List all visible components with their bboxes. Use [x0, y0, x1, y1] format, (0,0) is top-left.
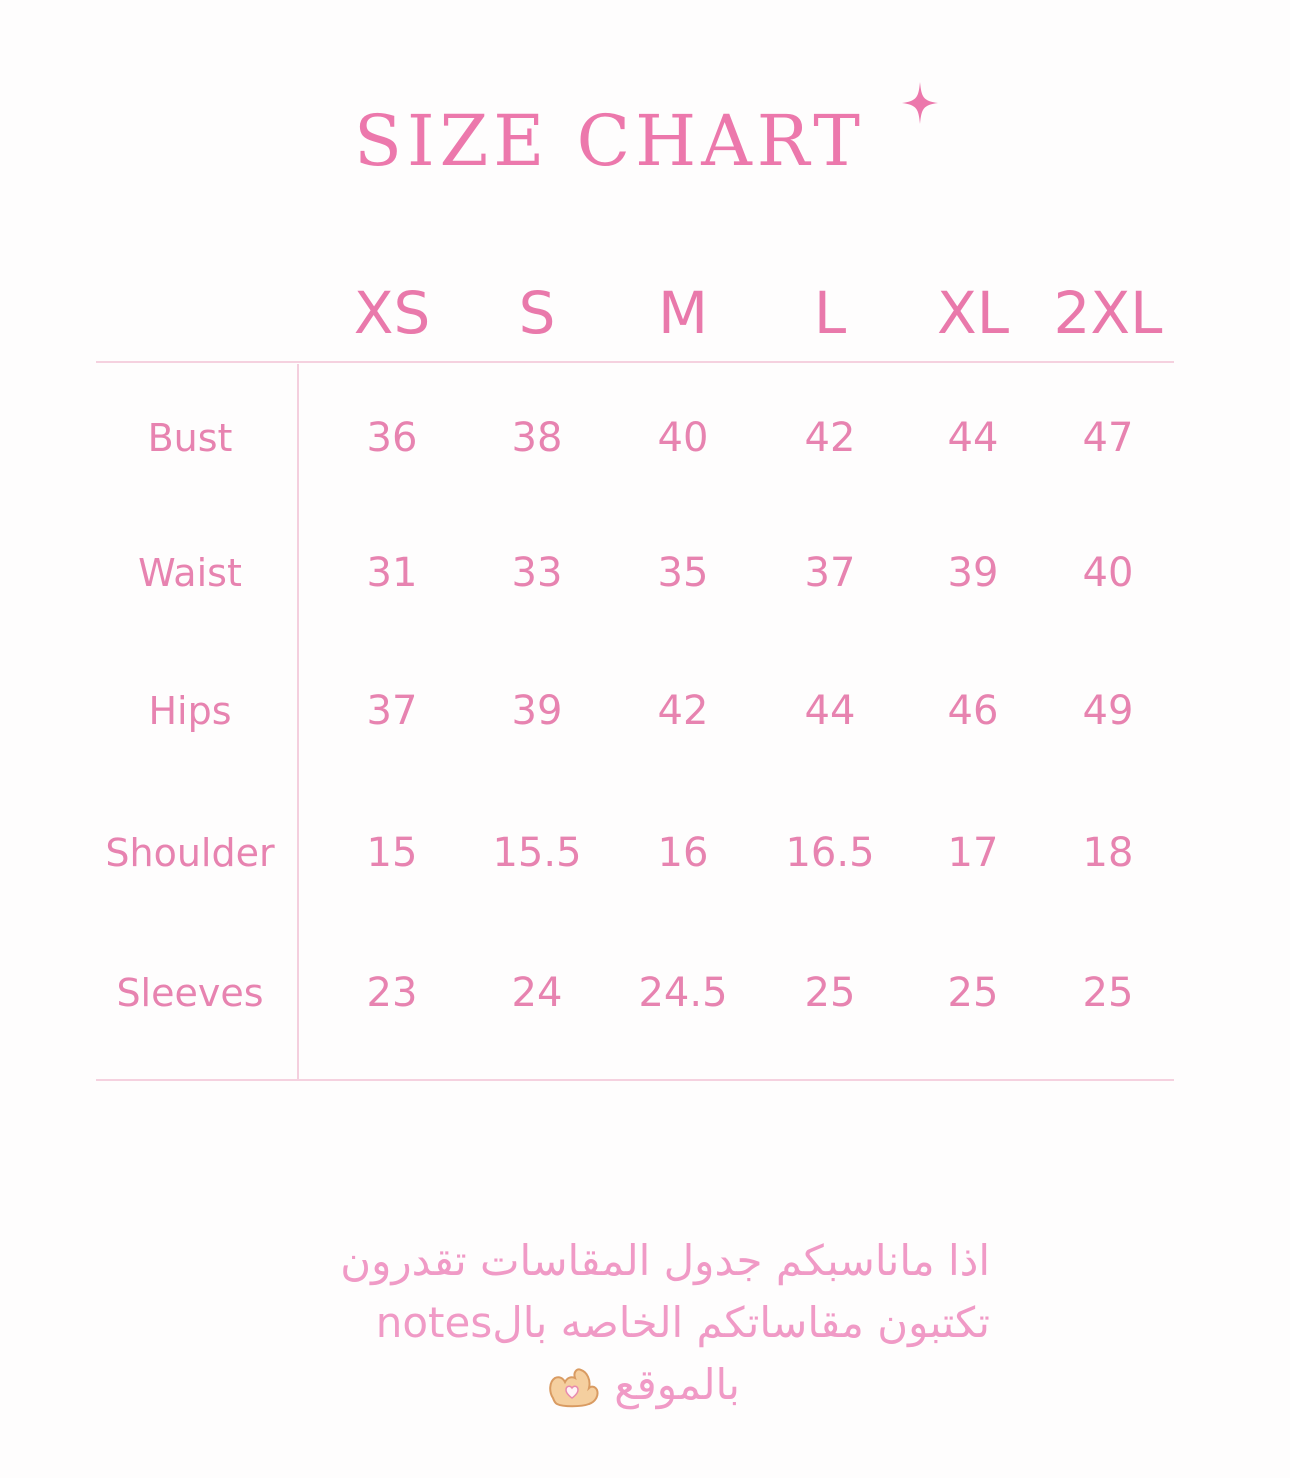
sparkle-icon [900, 80, 940, 126]
table-row-hips [0, 681, 1290, 741]
page-title: SIZE CHART [354, 100, 865, 182]
row-label-bust: Bust [147, 416, 233, 460]
table-cell: 35 [657, 550, 709, 596]
table-cell: 46 [947, 688, 999, 734]
table-cell: 24 [511, 970, 563, 1016]
table-cell: 47 [1082, 415, 1134, 461]
table-cell: 44 [947, 415, 999, 461]
row-label-sleeves: Sleeves [116, 971, 264, 1015]
note-line-3-wrap [200, 1354, 990, 1416]
table-cell: 36 [366, 415, 418, 461]
table-row-waist [0, 543, 1290, 603]
table-cell: 25 [1082, 970, 1134, 1016]
table-cell: 18 [1082, 830, 1134, 876]
size-label-xl: XL [936, 279, 1010, 347]
table-cell: 31 [366, 550, 418, 596]
size-label-xs: XS [353, 279, 431, 347]
note-line-3: بالموقع [614, 1360, 740, 1409]
table-cell: 16.5 [785, 830, 875, 876]
table-cell: 40 [657, 415, 709, 461]
table-cell: 17 [947, 830, 999, 876]
table-cell: 33 [511, 550, 563, 596]
table-cell: 37 [366, 688, 418, 734]
table-row-bust [0, 408, 1290, 468]
size-label-l: L [813, 279, 847, 347]
table-cell: 40 [1082, 550, 1134, 596]
row-label-waist: Waist [138, 551, 242, 595]
note-line-2: تكتبون مقاساتكم الخاصه بالnotes [375, 1298, 990, 1347]
size-label-2xl: 2XL [1053, 279, 1163, 347]
table-row-shoulder [0, 823, 1290, 883]
table-cell: 16 [657, 830, 709, 876]
size-label-m: M [657, 279, 709, 347]
table-cell: 49 [1082, 688, 1134, 734]
table-row-sleeves [0, 963, 1290, 1023]
table-cell: 39 [947, 550, 999, 596]
title-area [0, 96, 1290, 186]
table-bottom-divider [96, 1079, 1174, 1081]
table-cell: 25 [804, 970, 856, 1016]
table-cell: 42 [657, 688, 709, 734]
size-header-row [0, 278, 1290, 348]
table-cell: 42 [804, 415, 856, 461]
table-cell: 25 [947, 970, 999, 1016]
table-top-divider [96, 361, 1174, 363]
row-label-shoulder: Shoulder [105, 831, 275, 875]
table-cell: 23 [366, 970, 418, 1016]
table-cell: 37 [804, 550, 856, 596]
table-cell: 44 [804, 688, 856, 734]
row-label-hips: Hips [148, 689, 232, 733]
table-cell: 15.5 [492, 830, 582, 876]
custom-size-note [200, 1230, 990, 1416]
size-label-s: S [518, 279, 556, 347]
note-line-1: اذا ماناسبكم جدول المقاسات تقدرون [340, 1236, 990, 1285]
heart-hands-icon [547, 1368, 601, 1408]
table-cell: 15 [366, 830, 418, 876]
table-cell: 39 [511, 688, 563, 734]
table-cell: 24.5 [638, 970, 728, 1016]
table-cell: 38 [511, 415, 563, 461]
